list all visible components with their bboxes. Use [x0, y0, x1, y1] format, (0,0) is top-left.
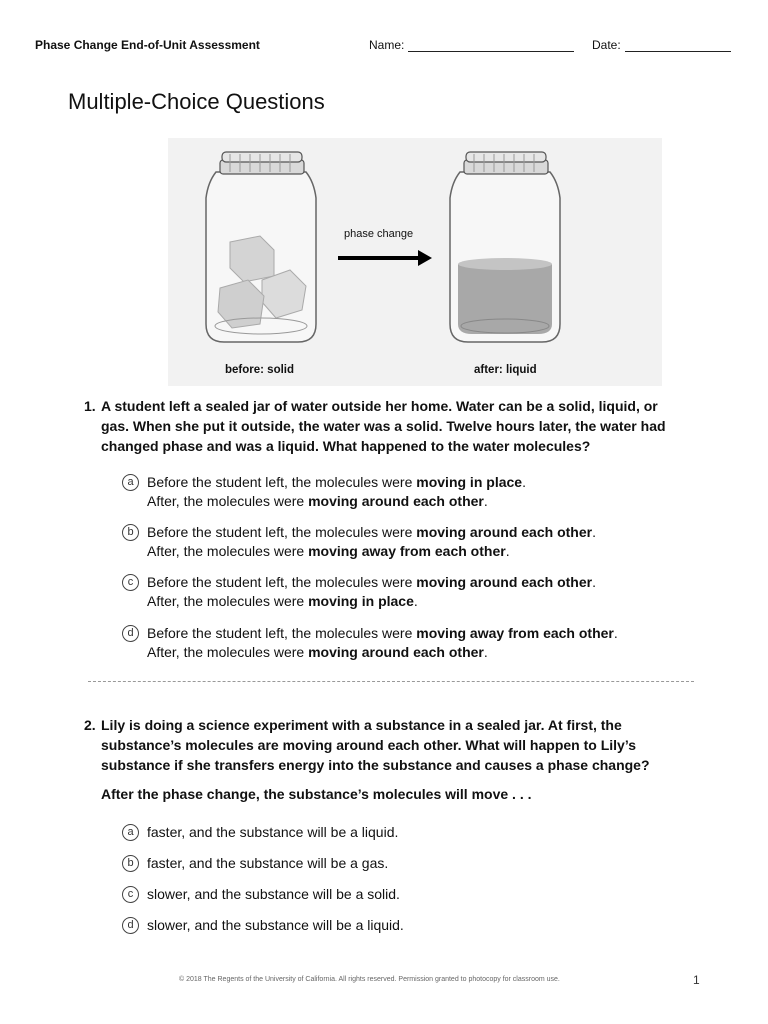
answer-bubble[interactable]: c [122, 574, 139, 591]
question-text-line: A student left a sealed jar of water outside her home. Water can be a solid, liquid, or [101, 398, 658, 414]
copyright-notice: © 2018 The Regents of the University of California. All rights reserved. Permission granted to photocopy for classroom use. [179, 976, 560, 983]
jar-illustration [168, 138, 662, 386]
page-footer [0, 973, 768, 990]
option-text: faster, and the substance will be a liquid. [147, 824, 399, 840]
date-blank-line [625, 39, 731, 52]
question-text-line: substance if she transfers energy into the substance and causes a phase change? [101, 757, 650, 773]
answer-bubble[interactable]: a [122, 474, 139, 491]
right-arrow-icon [338, 250, 432, 266]
ice-cube-top [230, 236, 274, 282]
option-text: faster, and the substance will be a gas. [147, 855, 389, 871]
liquid-water [458, 264, 552, 334]
answer-bubble[interactable]: b [122, 524, 139, 541]
answer-bubble[interactable]: b [122, 855, 139, 872]
answer-bubble[interactable]: d [122, 917, 139, 934]
page-header [35, 38, 735, 58]
date-field [592, 38, 731, 52]
page-number: 1 [693, 973, 700, 987]
name-field [369, 38, 574, 52]
question-2-stem: After the phase change, the substance’s molecules will move . . . [101, 786, 532, 802]
question-number: 2. [84, 717, 96, 733]
phase-change-label: phase change [344, 228, 414, 240]
answer-bubble[interactable]: a [122, 824, 139, 841]
option-text: slower, and the substance will be a solid. [147, 886, 400, 902]
answer-bubble[interactable]: c [122, 886, 139, 903]
name-blank-line [408, 39, 574, 52]
question-text-line: gas. When she put it outside, the water was a solid. Twelve hours later, the water had [101, 418, 666, 434]
assessment-title: Phase Change End-of-Unit Assessment [35, 38, 260, 52]
page-title: Multiple-Choice Questions [68, 89, 325, 114]
jar-phase-change-figure [168, 138, 662, 386]
caption-before: before: solid [225, 364, 295, 376]
question-text-line: changed phase and was a liquid. What happened to the water molecules? [101, 438, 591, 454]
question-text-line: substance’s molecules are moving around each other. What will happen to Lily’s [101, 737, 636, 753]
option-text: slower, and the substance will be a liquid. [147, 917, 404, 933]
name-label: Name: [369, 38, 405, 52]
answer-bubble[interactable]: d [122, 625, 139, 642]
question-number: 1. [84, 398, 96, 414]
date-label: Date: [592, 38, 621, 52]
caption-after: after: liquid [474, 364, 537, 376]
jar-before-icon [206, 152, 316, 342]
question-divider [88, 681, 694, 682]
question-text-line: Lily is doing a science experiment with a substance in a sealed jar. At first, the [101, 717, 622, 733]
jar-after-icon [450, 152, 560, 342]
